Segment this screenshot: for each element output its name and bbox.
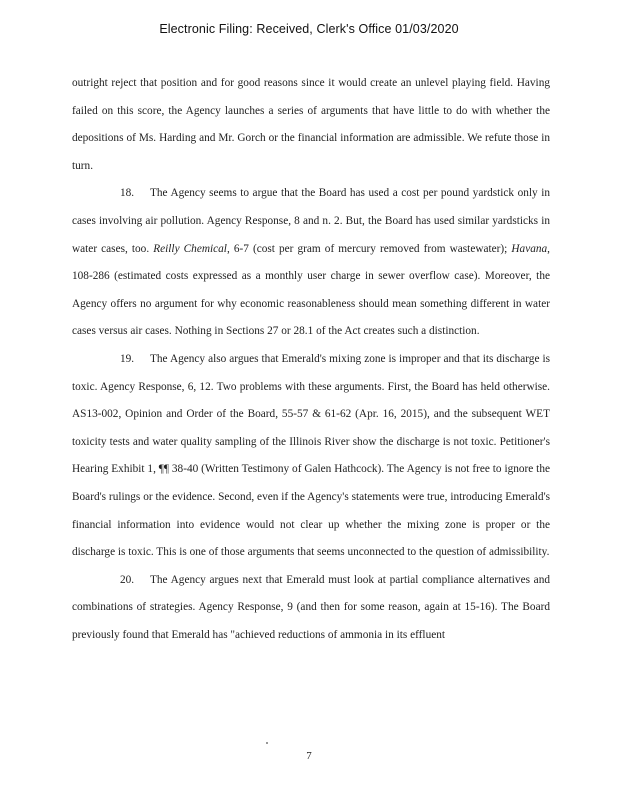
paragraph-text: The Agency also argues that Emerald's mixing zone is improper and that its discharge is toxic. Agency Response, 6, 12. Two problems with these arguments. First, the Board has held otherwise. AS13-002, Opinion and Order of the Board, 55-57 & 61-62 (Apr. 16, 2015), and the subsequent WET toxicity tests and water quality sampling of the Illinois River show the discharge is not toxic. Petitioner's Hearing Exhibit 1, ¶¶ 38-40 (Written Testimony of Galen Hathcock). The Agency is not free to ignore the Board's rulings or the evidence. Second, even if the Agency's statements were true, introducing Emerald's financial information into evidence would not clear up whether the mixing zone is proper or the discharge is toxic. This is one of those arguments that seems unconnected to the question of admissibility.	[72, 352, 550, 559]
continuation-paragraph: outright reject that position and for good reasons since it would create an unlevel playing field. Having failed on this score, the Agency launches a series of arguments that have little to do with whether the depositions of Ms. Harding and Mr. Gorch or the financial information are admissible. We refute those in turn.	[72, 77, 550, 172]
case-citation: Reilly Chemical	[153, 242, 227, 255]
paragraph-text: The Agency seems to argue that the Board has used a cost per pound yardstick only in cases involving air pollution. Agency Response, 8 and n. 2. But, the Board has used similar yardsticks in water cases, too.	[72, 187, 550, 255]
scan-speck	[266, 742, 268, 744]
paragraph-text: The Agency argues next that Emerald must look at partial compliance alternatives and combinations of strategies. Agency Response, 9 (and then for some reason, again at 15-16). The Board previously found that Emerald has "achieved reductions of ammonia in its effluent	[72, 573, 550, 641]
paragraph-18	[72, 180, 550, 346]
filing-stamp-header: Electronic Filing: Received, Clerk's Office 01/03/2020	[159, 22, 459, 36]
page-number: 7	[306, 750, 312, 762]
paragraph-19	[72, 346, 550, 567]
paragraph-number: 18.	[120, 187, 135, 200]
paragraph-text: , 6-7 (cost per gram of mercury removed from wastewater);	[226, 242, 512, 255]
paragraph-text: , 108-286 (estimated costs expressed as a monthly user charge in sewer overflow case). Moreover, the Agency offers no argument for why economic reasonableness should mean something different in water cases versus air cases. Nothing in Sections 27 or 28.1 of the Act creates such a distinction.	[72, 242, 550, 338]
case-citation: Havana	[511, 242, 548, 255]
paragraph-number: 20.	[120, 573, 135, 586]
paragraph-20	[72, 567, 550, 650]
paragraph-number: 19.	[120, 352, 135, 365]
document-body	[72, 70, 550, 649]
